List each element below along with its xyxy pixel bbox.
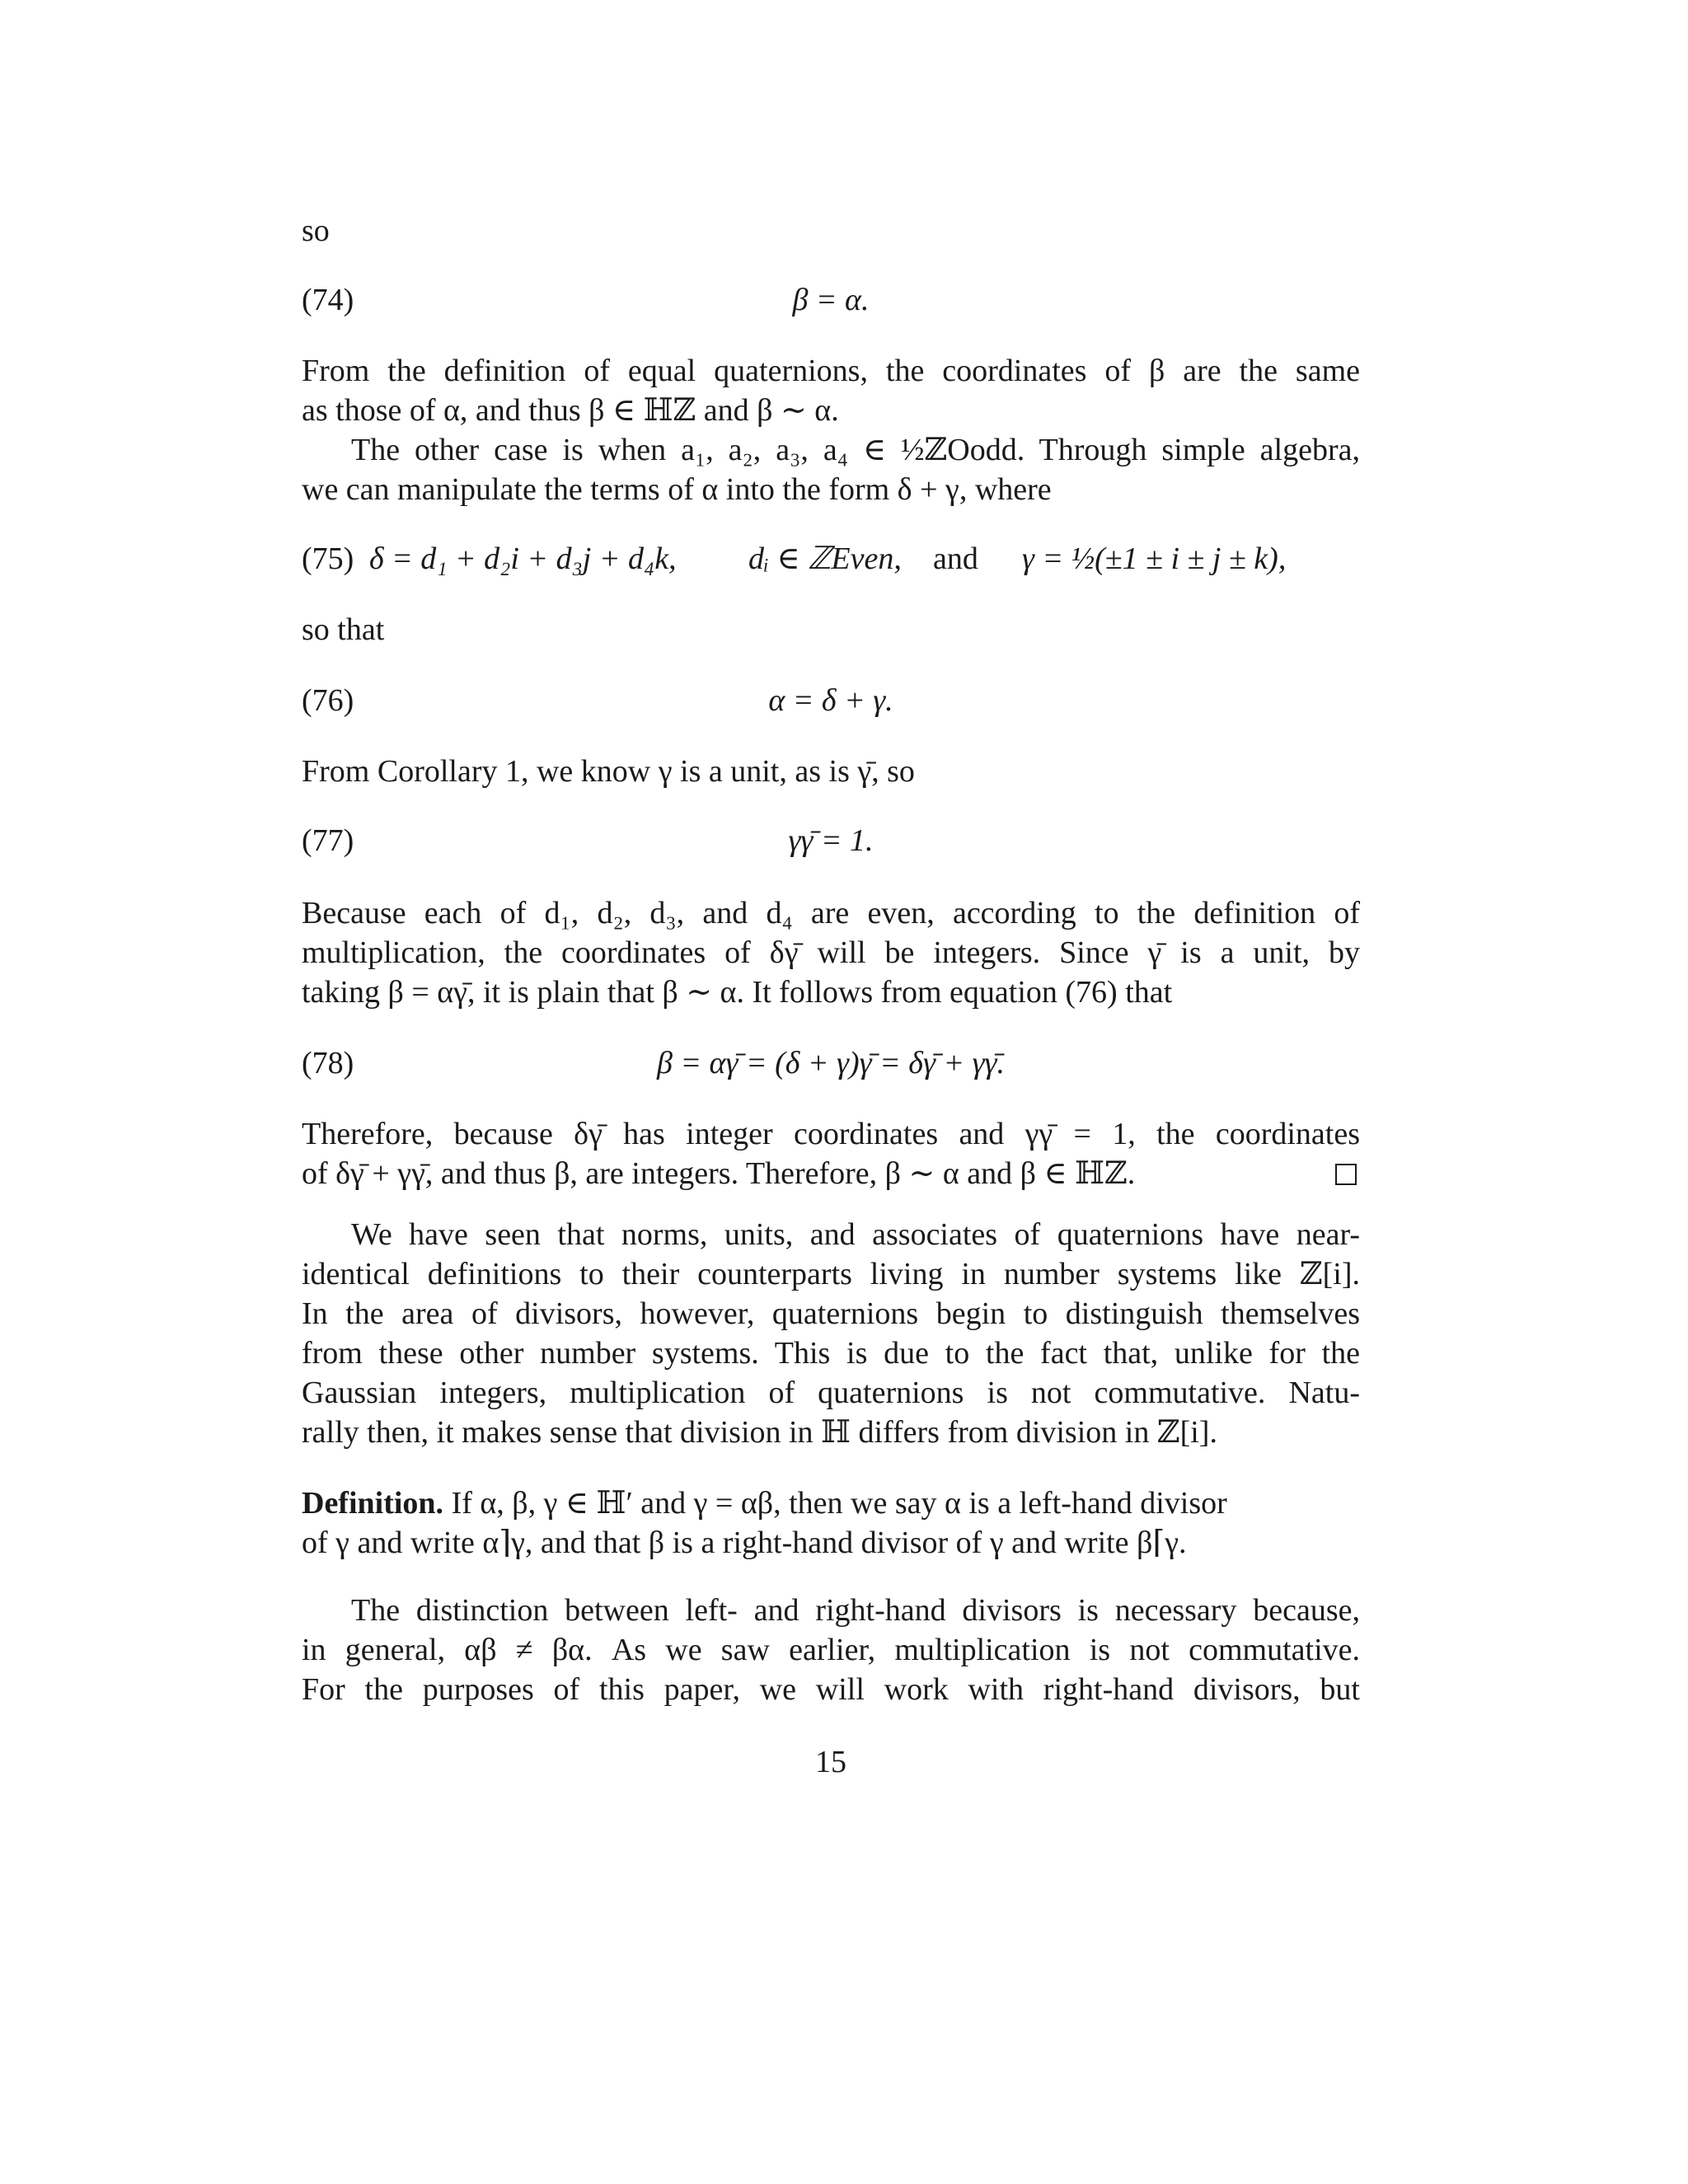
text-line: Gaussian integers, multiplication of quaternions is not commutative. Natu- [302,1376,1360,1410]
equation-76: α = δ + γ. [768,683,893,718]
text-line: The distinction between left- and right-hand divisors is necessary because, [351,1593,1360,1628]
text-line: of δγ̄ + γγ̄, and thus β, are integers. Therefore, β ∼ α and β ∈ ℍℤ. [302,1156,1136,1191]
equation-75-and: and [933,541,978,576]
equation-77: γγ̄ = 1. [788,823,874,858]
text-line: so [302,213,330,248]
text-line: Therefore, because δγ̄ has integer coordinates and γγ̄ = 1, the coordinates [302,1117,1360,1151]
text-line: In the area of divisors, however, quaternions begin to distinguish themselves [302,1296,1360,1331]
text-line: From the definition of equal quaternions, the coordinates of β are the same [302,354,1360,388]
equation-number-75: (75) [302,541,354,576]
text-line: identical definitions to their counterparts living in number systems like ℤ[i]. [302,1257,1360,1291]
equation-number-77: (77) [302,823,354,858]
equation-number-74: (74) [302,283,354,317]
equation-number-78: (78) [302,1046,354,1080]
equation-75-delta: δ = d₁ + d₂i + d₃j + d₄k, [369,541,677,576]
text-line: Because each of d₁, d₂, d₃, and d₄ are even, according to the definition of [302,896,1360,930]
text-line: rally then, it makes sense that division in ℍ differs from division in ℤ[i]. [302,1415,1217,1450]
text-line: from these other number systems. This is due to the fact that, unlike for the [302,1336,1360,1371]
page-number: 15 [815,1745,846,1779]
text-line: we can manipulate the terms of α into the form δ + γ, where [302,472,1052,507]
text-line: in general, αβ ≠ βα. As we saw earlier, multiplication is not commutative. [302,1633,1360,1667]
text-line: The other case is when a₁, a₂, a₃, a₄ ∈ ½ℤOodd. Through simple algebra, [351,433,1360,467]
definition-line [302,1483,1360,1523]
equation-78: β = αγ̄ = (δ + γ)γ̄ = δγ̄ + γγ̄. [656,1046,1006,1080]
text-line: taking β = αγ̄, it is plain that β ∼ α. It follows from equation (76) that [302,975,1173,1010]
text-line: so that [302,612,385,647]
text-line: For the purposes of this paper, we will work with right-hand divisors, but [302,1672,1360,1707]
equation-75-gamma: γ = ½(±1 ± i ± j ± k), [1022,541,1287,576]
text-line: multiplication, the coordinates of δγ̄ will be integers. Since γ̄ is a unit, by [302,935,1360,970]
text-line: We have seen that norms, units, and associates of quaternions have near- [351,1217,1360,1252]
qed-square-icon [1335,1164,1357,1185]
text-line: as those of α, and thus β ∈ ℍℤ and β ∼ α. [302,393,839,428]
equation-75-condition: dᵢ ∈ ℤEven, [748,541,902,576]
equation-number-76: (76) [302,683,354,718]
text-line: From Corollary 1, we know γ is a unit, as is γ̄, so [302,754,915,789]
equation-74: β = α. [792,283,870,317]
definition-text: If α, β, γ ∈ ℍ′ and γ = αβ, then we say α is a left-hand divisor [451,1486,1227,1521]
definition-line: of γ and write α⌉γ, and that β is a right-hand divisor of γ and write β⌈γ. [302,1526,1187,1560]
definition-label: Definition. [302,1486,444,1521]
